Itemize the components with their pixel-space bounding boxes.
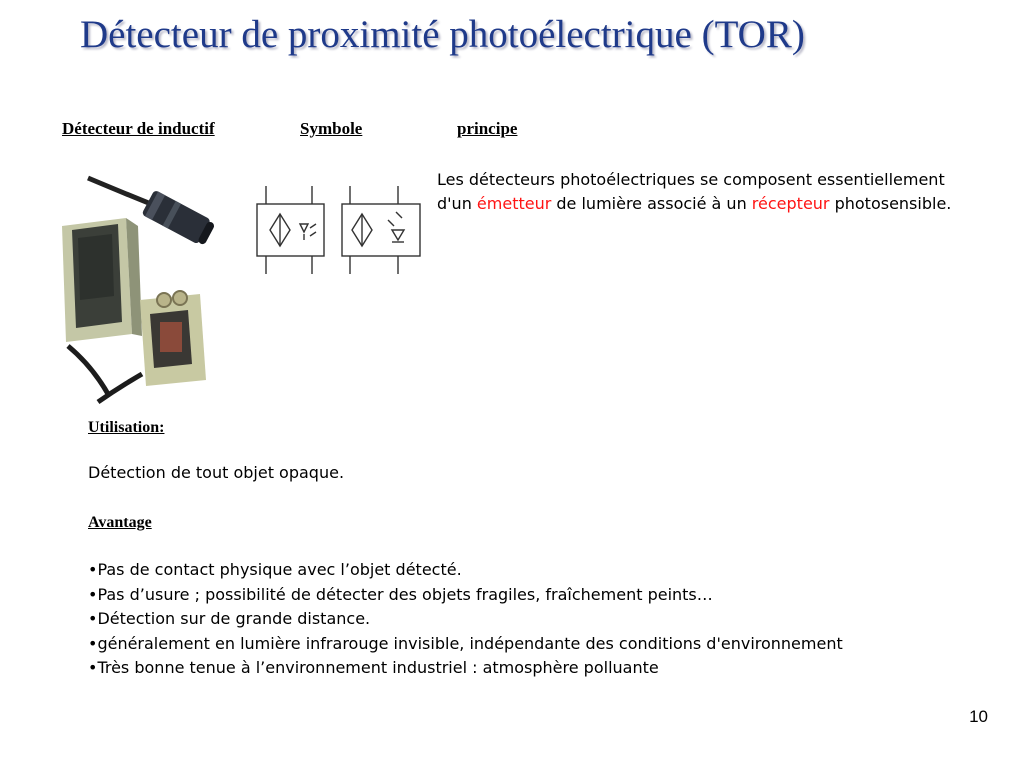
advantage-item: •Pas de contact physique avec l’objet détecté.: [88, 560, 462, 579]
column-heading-principle: principe: [457, 119, 518, 138]
column-heading-detector: Détecteur de inductif: [62, 119, 215, 138]
advantage-item: •généralement en lumière infrarouge invisible, indépendante des conditions d'environnement: [88, 633, 843, 653]
photoelectric-sensors-photo: [56, 166, 226, 406]
principle-text: [437, 168, 957, 216]
column-heading-symbol: Symbole: [300, 119, 363, 138]
emitter-term: émetteur: [476, 194, 552, 213]
advantages-heading: Avantage: [88, 514, 152, 531]
slide-title: Détecteur de proximité photoélectrique (TOR): [80, 13, 805, 56]
advantage-item: •Très bonne tenue à l’environnement industriel : atmosphère polluante: [88, 658, 659, 677]
receiver-term: récepteur: [751, 194, 830, 213]
usage-text: Détection de tout objet opaque.: [88, 463, 345, 482]
principle-text-start: Les détecteurs photoélectriques se composent essentiellement d'un: [437, 170, 945, 213]
usage-heading: Utilisation:: [88, 419, 165, 436]
page-number: 10: [969, 707, 988, 726]
detector-symbols: [252, 184, 424, 276]
advantage-item: •Détection sur de grande distance.: [88, 609, 371, 628]
advantages-list: [88, 558, 843, 681]
principle-text-middle: de lumière associé à un: [551, 194, 752, 213]
principle-text-end: photosensible.: [829, 194, 952, 213]
advantage-item: •Pas d’usure ; possibilité de détecter des objets fragiles, fraîchement peints…: [88, 584, 713, 604]
